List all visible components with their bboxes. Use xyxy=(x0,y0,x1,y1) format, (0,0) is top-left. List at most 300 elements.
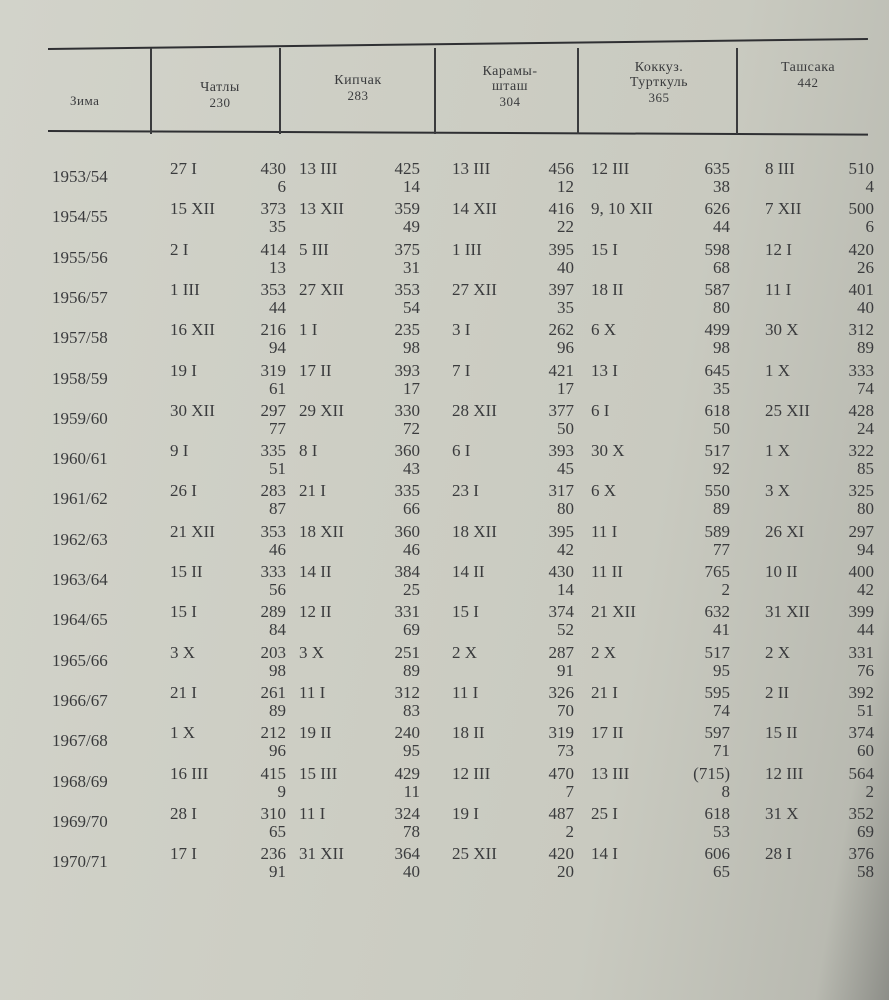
secondary-value: 40 xyxy=(857,297,874,317)
station-header xyxy=(604,60,714,105)
max-value: 645 xyxy=(704,360,730,380)
secondary-value: 98 xyxy=(403,338,420,358)
secondary-value: 2 xyxy=(565,821,574,841)
secondary-value: 8 xyxy=(721,781,730,801)
secondary-value: 35 xyxy=(269,217,286,237)
table-row xyxy=(0,765,889,805)
secondary-value: 94 xyxy=(857,539,874,559)
value-pair xyxy=(380,402,420,438)
winter-year: 1955/56 xyxy=(52,247,108,267)
max-value: 330 xyxy=(394,400,420,420)
value-pair xyxy=(690,442,730,478)
secondary-value: 71 xyxy=(713,741,730,761)
secondary-value: 98 xyxy=(713,338,730,358)
max-value: 399 xyxy=(848,602,874,622)
max-date: 10 II xyxy=(765,562,798,581)
max-value: 324 xyxy=(394,803,420,823)
max-date: 8 I xyxy=(299,441,318,461)
value-pair xyxy=(690,563,730,599)
table-row xyxy=(0,644,889,684)
max-value: 632 xyxy=(704,602,730,622)
value-pair xyxy=(834,724,874,760)
secondary-value: 69 xyxy=(403,620,420,640)
max-date: 18 XII xyxy=(452,521,497,541)
max-value: 589 xyxy=(704,521,730,541)
max-value: 360 xyxy=(394,521,420,541)
secondary-value: 77 xyxy=(713,539,730,559)
station-code: 304 xyxy=(499,94,521,109)
table-row xyxy=(0,321,889,361)
max-date: 31 XII xyxy=(765,602,810,622)
max-date: 30 X xyxy=(765,320,799,340)
secondary-value: 96 xyxy=(269,741,286,761)
station-header xyxy=(318,73,398,103)
winter-column-header: Зима xyxy=(70,93,100,108)
max-value: 430 xyxy=(260,159,286,178)
value-pair xyxy=(380,362,420,398)
value-pair xyxy=(834,563,874,599)
secondary-value: 40 xyxy=(557,257,574,277)
max-value: (715) xyxy=(693,763,730,783)
max-date: 12 III xyxy=(591,159,630,178)
winter-year: 1954/55 xyxy=(52,207,108,227)
value-pair xyxy=(534,563,574,599)
max-value: 203 xyxy=(260,642,286,662)
value-pair xyxy=(246,644,286,680)
max-value: 312 xyxy=(394,682,420,702)
column-divider xyxy=(279,48,281,134)
secondary-value: 52 xyxy=(557,620,574,640)
value-pair xyxy=(834,603,874,639)
value-pair xyxy=(534,362,574,398)
secondary-value: 80 xyxy=(557,499,574,519)
max-date: 31 X xyxy=(765,803,799,823)
secondary-value: 53 xyxy=(713,821,730,841)
max-date: 2 X xyxy=(591,642,617,662)
max-date: 15 I xyxy=(591,239,618,259)
max-date: 14 II xyxy=(452,562,485,581)
value-pair xyxy=(690,241,730,277)
max-value: 487 xyxy=(548,803,574,823)
secondary-value: 98 xyxy=(269,660,286,680)
max-value: 240 xyxy=(394,723,420,743)
secondary-value: 2 xyxy=(721,580,730,599)
winter-year: 1963/64 xyxy=(52,570,108,589)
value-pair xyxy=(534,765,574,801)
max-value: 333 xyxy=(848,360,874,380)
value-pair xyxy=(380,724,420,760)
max-date: 1 III xyxy=(170,279,200,299)
max-value: 420 xyxy=(548,844,574,864)
max-value: 375 xyxy=(394,239,420,259)
secondary-value: 17 xyxy=(403,378,420,398)
table-row xyxy=(0,281,889,321)
max-date: 9 I xyxy=(170,441,189,461)
table-row xyxy=(0,442,889,482)
max-date: 14 II xyxy=(299,562,332,581)
max-value: 416 xyxy=(548,199,574,219)
secondary-value: 54 xyxy=(403,297,420,317)
table-row xyxy=(0,603,889,643)
max-date: 15 II xyxy=(765,723,798,743)
winter-year: 1956/57 xyxy=(52,287,108,307)
secondary-value: 68 xyxy=(713,257,730,277)
secondary-value: 14 xyxy=(557,580,574,599)
max-value: 550 xyxy=(704,481,730,501)
max-date: 14 XII xyxy=(452,199,497,219)
winter-year: 1967/68 xyxy=(52,731,108,751)
max-date: 7 XII xyxy=(765,199,802,219)
winter-year: 1965/66 xyxy=(52,650,108,670)
station-name: шташ xyxy=(491,79,529,94)
max-date: 15 III xyxy=(299,763,338,783)
secondary-value: 46 xyxy=(403,539,420,559)
value-pair xyxy=(380,241,420,277)
table-row xyxy=(0,684,889,724)
table-row xyxy=(0,241,889,281)
value-pair xyxy=(834,362,874,398)
value-pair xyxy=(534,442,574,478)
table-row xyxy=(0,805,889,845)
value-pair xyxy=(380,845,420,881)
max-value: 376 xyxy=(848,844,874,864)
value-pair xyxy=(246,241,286,277)
max-value: 326 xyxy=(548,682,574,702)
max-value: 421 xyxy=(548,360,574,380)
max-value: 261 xyxy=(260,682,286,702)
winter-year: 1968/69 xyxy=(52,771,108,791)
max-date: 7 I xyxy=(452,360,471,380)
secondary-value: 40 xyxy=(403,862,420,882)
max-value: 635 xyxy=(704,159,730,178)
secondary-value: 31 xyxy=(403,257,420,277)
max-date: 30 X xyxy=(591,441,625,461)
value-pair xyxy=(246,845,286,881)
value-pair xyxy=(380,160,420,196)
value-pair xyxy=(380,200,420,236)
max-date: 25 I xyxy=(591,803,618,823)
max-date: 16 III xyxy=(170,763,209,783)
table-row xyxy=(0,200,889,240)
max-value: 393 xyxy=(548,441,574,461)
value-pair xyxy=(534,482,574,518)
value-pair xyxy=(834,241,874,277)
max-date: 17 I xyxy=(170,844,197,864)
max-value: 499 xyxy=(704,320,730,340)
max-value: 401 xyxy=(848,279,874,299)
value-pair xyxy=(380,482,420,518)
max-date: 27 XII xyxy=(299,279,344,299)
max-date: 1 X xyxy=(765,360,791,380)
station-name: Турткуль xyxy=(629,75,689,90)
winter-year: 1958/59 xyxy=(52,368,108,388)
max-value: 384 xyxy=(394,562,420,581)
value-pair xyxy=(834,281,874,317)
max-date: 28 I xyxy=(170,803,197,823)
station-name: Карамы- xyxy=(482,64,538,79)
value-pair xyxy=(690,724,730,760)
secondary-value: 76 xyxy=(857,660,874,680)
max-date: 21 I xyxy=(170,682,197,702)
max-date: 21 XII xyxy=(591,602,636,622)
max-value: 310 xyxy=(260,803,286,823)
value-pair xyxy=(534,281,574,317)
station-code: 365 xyxy=(648,90,670,105)
max-value: 373 xyxy=(260,199,286,219)
max-value: 510 xyxy=(848,159,874,178)
value-pair xyxy=(380,523,420,559)
secondary-value: 94 xyxy=(269,338,286,358)
value-pair xyxy=(834,402,874,438)
secondary-value: 61 xyxy=(269,378,286,398)
station-code: 442 xyxy=(797,75,819,90)
max-date: 15 I xyxy=(452,602,479,622)
max-date: 27 I xyxy=(170,159,197,178)
max-value: 297 xyxy=(260,400,286,420)
value-pair xyxy=(834,523,874,559)
column-divider xyxy=(150,48,152,134)
column-divider xyxy=(434,48,436,134)
secondary-value: 84 xyxy=(269,620,286,640)
max-date: 1 I xyxy=(299,320,318,340)
value-pair xyxy=(534,523,574,559)
max-date: 13 III xyxy=(299,159,338,178)
max-date: 2 X xyxy=(452,642,478,662)
value-pair xyxy=(690,805,730,841)
value-pair xyxy=(534,845,574,881)
value-pair xyxy=(690,644,730,680)
max-date: 11 I xyxy=(591,521,618,541)
station-header xyxy=(768,60,848,90)
max-date: 8 III xyxy=(765,159,795,178)
max-value: 235 xyxy=(394,320,420,340)
max-date: 28 I xyxy=(765,844,792,864)
value-pair xyxy=(246,523,286,559)
value-pair xyxy=(380,765,420,801)
max-value: 262 xyxy=(548,320,574,340)
secondary-value: 85 xyxy=(857,459,874,479)
max-date: 21 I xyxy=(299,481,326,501)
column-divider xyxy=(577,48,579,134)
table-row xyxy=(0,563,889,603)
secondary-value: 70 xyxy=(557,700,574,720)
max-value: 597 xyxy=(704,723,730,743)
max-value: 319 xyxy=(260,360,286,380)
max-value: 618 xyxy=(704,400,730,420)
max-value: 374 xyxy=(548,602,574,622)
max-date: 6 X xyxy=(591,320,617,340)
max-value: 429 xyxy=(394,763,420,783)
secondary-value: 24 xyxy=(857,418,874,438)
secondary-value: 49 xyxy=(403,217,420,237)
secondary-value: 74 xyxy=(857,378,874,398)
secondary-value: 22 xyxy=(557,217,574,237)
secondary-value: 11 xyxy=(403,781,420,801)
max-value: 400 xyxy=(848,562,874,581)
value-pair xyxy=(690,523,730,559)
max-value: 236 xyxy=(260,844,286,864)
value-pair xyxy=(834,765,874,801)
value-pair xyxy=(246,563,286,599)
secondary-value: 12 xyxy=(557,177,574,196)
max-value: 377 xyxy=(548,400,574,420)
value-pair xyxy=(690,603,730,639)
secondary-value: 92 xyxy=(713,459,730,479)
secondary-value: 56 xyxy=(269,580,286,599)
max-date: 13 III xyxy=(591,763,630,783)
max-date: 2 X xyxy=(765,642,791,662)
max-date: 15 XII xyxy=(170,199,215,219)
winter-year: 1953/54 xyxy=(52,167,108,186)
max-date: 6 I xyxy=(452,441,471,461)
max-date: 3 X xyxy=(170,642,196,662)
max-date: 16 XII xyxy=(170,320,215,340)
max-date: 26 I xyxy=(170,481,197,501)
secondary-value: 91 xyxy=(557,660,574,680)
value-pair xyxy=(380,684,420,720)
max-date: 28 XII xyxy=(452,400,497,420)
max-value: 322 xyxy=(848,441,874,461)
max-value: 374 xyxy=(848,723,874,743)
max-date: 13 III xyxy=(452,159,491,178)
value-pair xyxy=(534,402,574,438)
station-name: Коккуз. xyxy=(634,60,684,75)
max-value: 564 xyxy=(848,763,874,783)
value-pair xyxy=(534,724,574,760)
max-date: 26 XI xyxy=(765,521,805,541)
secondary-value: 9 xyxy=(277,781,286,801)
max-value: 360 xyxy=(394,441,420,461)
max-date: 11 II xyxy=(591,562,623,581)
winter-year: 1964/65 xyxy=(52,610,108,630)
secondary-value: 14 xyxy=(403,177,420,196)
secondary-value: 89 xyxy=(403,660,420,680)
max-date: 12 III xyxy=(765,763,804,783)
max-date: 21 I xyxy=(591,682,618,702)
value-pair xyxy=(246,482,286,518)
value-pair xyxy=(834,442,874,478)
value-pair xyxy=(246,200,286,236)
max-value: 598 xyxy=(704,239,730,259)
value-pair xyxy=(690,362,730,398)
max-value: 353 xyxy=(260,521,286,541)
value-pair xyxy=(690,321,730,357)
secondary-value: 45 xyxy=(557,459,574,479)
value-pair xyxy=(834,482,874,518)
max-value: 606 xyxy=(704,844,730,864)
max-date: 18 II xyxy=(452,723,485,743)
secondary-value: 46 xyxy=(269,539,286,559)
max-date: 3 I xyxy=(452,320,471,340)
max-date: 11 I xyxy=(299,682,326,702)
value-pair xyxy=(534,603,574,639)
column-divider xyxy=(736,48,738,134)
max-date: 3 X xyxy=(765,481,791,501)
max-value: 364 xyxy=(394,844,420,864)
max-value: 317 xyxy=(548,481,574,501)
max-date: 2 I xyxy=(170,239,189,259)
value-pair xyxy=(690,402,730,438)
secondary-value: 44 xyxy=(269,297,286,317)
max-value: 393 xyxy=(394,360,420,380)
secondary-value: 6 xyxy=(865,217,874,237)
value-pair xyxy=(834,845,874,881)
station-code: 230 xyxy=(209,95,231,110)
secondary-value: 91 xyxy=(269,862,286,882)
max-date: 1 X xyxy=(765,441,791,461)
secondary-value: 74 xyxy=(713,700,730,720)
value-pair xyxy=(834,200,874,236)
max-value: 353 xyxy=(260,279,286,299)
station-name: Чатлы xyxy=(200,80,240,95)
max-date: 15 II xyxy=(170,562,203,581)
value-pair xyxy=(834,805,874,841)
secondary-value: 58 xyxy=(857,862,874,882)
max-date: 6 I xyxy=(591,400,610,420)
secondary-value: 83 xyxy=(403,700,420,720)
winter-year: 1960/61 xyxy=(52,449,108,469)
value-pair xyxy=(246,362,286,398)
secondary-value: 42 xyxy=(557,539,574,559)
max-value: 333 xyxy=(260,562,286,581)
table-row xyxy=(0,724,889,764)
max-value: 335 xyxy=(394,481,420,501)
winter-year: 1966/67 xyxy=(52,690,108,710)
max-value: 470 xyxy=(548,763,574,783)
max-date: 25 XII xyxy=(765,400,810,420)
secondary-value: 42 xyxy=(857,580,874,599)
secondary-value: 4 xyxy=(865,177,874,196)
max-date: 18 XII xyxy=(299,521,344,541)
max-value: 395 xyxy=(548,239,574,259)
max-value: 456 xyxy=(548,159,574,178)
max-value: 353 xyxy=(394,279,420,299)
value-pair xyxy=(690,482,730,518)
station-header xyxy=(180,80,260,110)
max-date: 6 X xyxy=(591,481,617,501)
secondary-value: 80 xyxy=(713,297,730,317)
winter-year: 1957/58 xyxy=(52,328,108,348)
value-pair xyxy=(380,281,420,317)
max-value: 420 xyxy=(848,239,874,259)
max-value: 216 xyxy=(260,320,286,340)
max-date: 30 XII xyxy=(170,400,215,420)
secondary-value: 80 xyxy=(857,499,874,519)
max-date: 13 I xyxy=(591,360,618,380)
station-name: Ташсака xyxy=(780,60,836,75)
max-value: 331 xyxy=(848,642,874,662)
max-date: 19 I xyxy=(452,803,479,823)
secondary-value: 35 xyxy=(713,378,730,398)
max-value: 626 xyxy=(704,199,730,219)
value-pair xyxy=(380,644,420,680)
secondary-value: 72 xyxy=(403,418,420,438)
max-date: 15 I xyxy=(170,602,197,622)
secondary-value: 26 xyxy=(857,257,874,277)
max-value: 352 xyxy=(848,803,874,823)
max-value: 212 xyxy=(260,723,286,743)
station-name: Кипчак xyxy=(334,73,382,88)
secondary-value: 89 xyxy=(857,338,874,358)
value-pair xyxy=(246,402,286,438)
max-date: 21 XII xyxy=(170,521,215,541)
max-date: 3 X xyxy=(299,642,325,662)
max-date: 1 X xyxy=(170,723,196,743)
max-date: 19 II xyxy=(299,723,332,743)
value-pair xyxy=(246,442,286,478)
secondary-value: 6 xyxy=(277,177,286,196)
max-value: 765 xyxy=(704,562,730,581)
